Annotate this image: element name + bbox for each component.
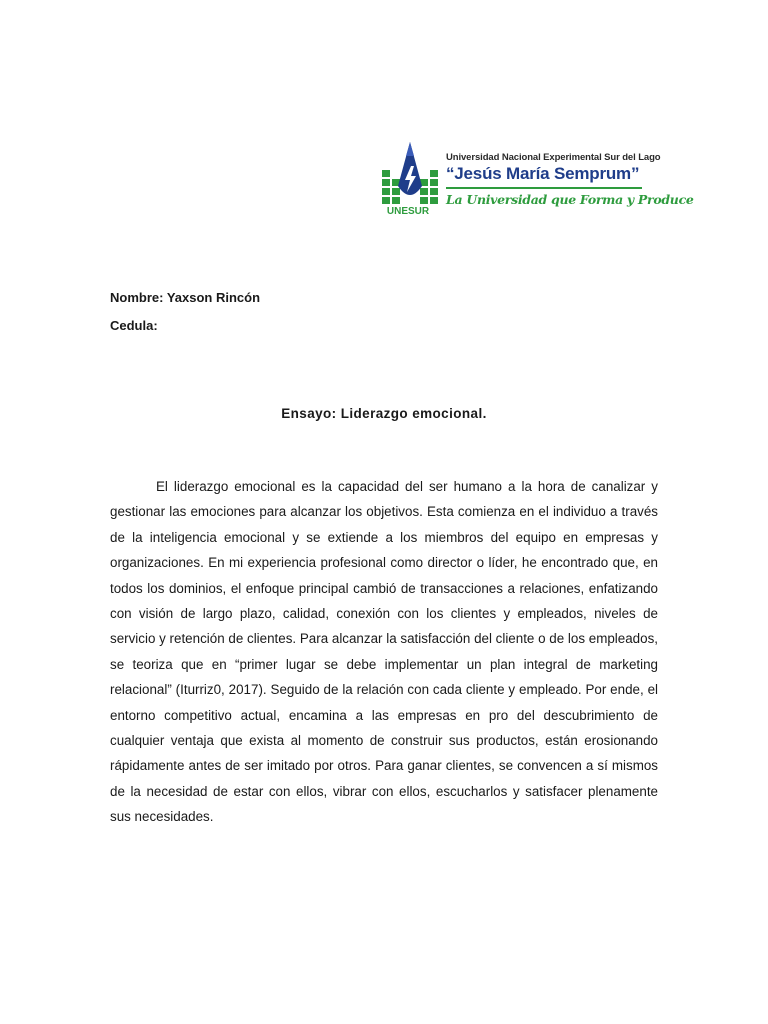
student-cedula: Cedula: <box>110 318 158 333</box>
logo-honoree-name: “Jesús María Semprum” <box>446 164 640 183</box>
essay-paragraph: El liderazgo emocional es la capacidad del ser humano a la hora de canalizar y gestionar las emociones para alcanzar los objetivos. Esta comienza en el individuo a través de la inteligencia emocional y se extiende a los miembros del equipo en empresas y organizaciones. En mi experiencia profesional como director o líder, he encontrado que, en todos los dominios, el enfoque principal cambió de transacciones a relaciones, enfatizando con visión de largo plazo, calidad, conexión con los clientes y empleados, niveles de servicio y retención de clientes. Para alcanzar la satisfacción del cliente o de los empleados, se teoriza que en “primer lugar se debe implementar un plan integral de marketing relacional” (Iturriz0, 2017). Seguido de la relación con cada cliente y empleado. Por ende, el entorno competitivo actual, encamina a las empresas en pro del descubrimiento de cualquier ventaja que exista al momento de construir sus productos, están erosionando rápidamente antes de ser imitado por otros. Para ganar clientes, se convencen a sí mismos de la necesidad de estar con ellos, vibrar con ellos, escucharlos y satisfacer plenamente sus necesidades. <box>110 479 658 825</box>
logo-divider <box>446 187 642 189</box>
logo-text-block <box>446 152 694 207</box>
unesur-emblem-icon <box>380 140 440 216</box>
student-name: Nombre: Yaxson Rincón <box>110 290 261 305</box>
university-logo <box>380 140 694 220</box>
logo-abbreviation: UNESUR <box>386 206 430 217</box>
logo-slogan: La Universidad que Forma y Produce <box>446 192 694 207</box>
essay-title: Ensayo: Liderazgo emocional. <box>281 406 487 421</box>
logo-university-name: Universidad Nacional Experimental Sur del Lago <box>446 152 661 163</box>
